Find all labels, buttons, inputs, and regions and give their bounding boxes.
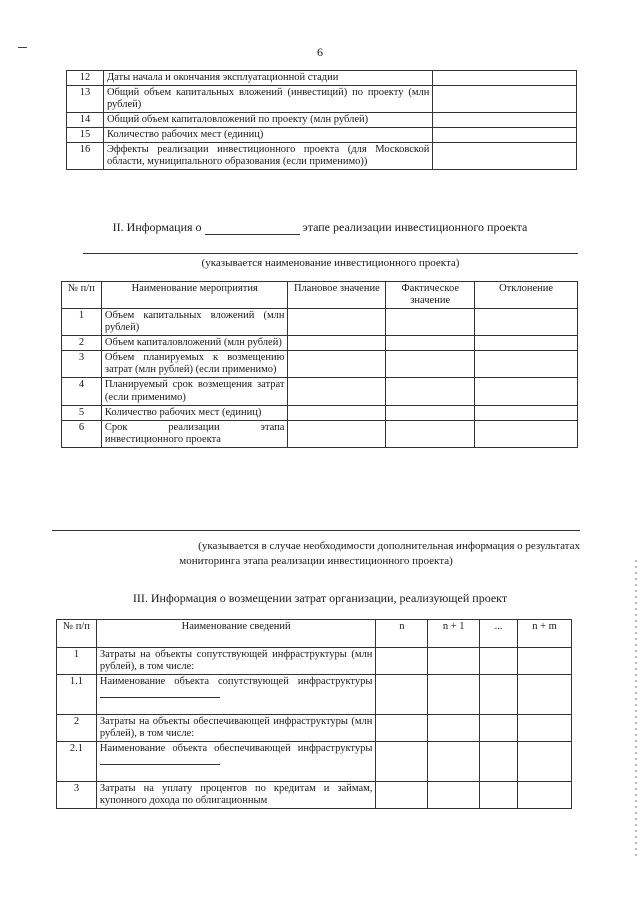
row-number: 16 xyxy=(67,143,104,170)
row-number: 1 xyxy=(57,648,97,675)
row-text: Наименование объекта сопутствующей инфраструктуры xyxy=(99,676,373,688)
stage-name-blank xyxy=(205,224,300,235)
row-text: Срок реализации этапа инвестиционного проекта xyxy=(101,420,288,447)
row-text: Количество рабочих мест (единиц) xyxy=(103,128,432,143)
row-number: 2 xyxy=(57,715,97,742)
table-row xyxy=(62,351,578,378)
col-header-number: № п/п xyxy=(62,282,102,309)
table-header-row xyxy=(62,282,578,309)
row-number: 3 xyxy=(62,351,102,378)
object-name-blank xyxy=(100,755,220,765)
col-header-fact: Фактическое значение xyxy=(386,282,475,309)
value-cell xyxy=(480,715,518,742)
table-row xyxy=(57,675,572,715)
table-row xyxy=(62,405,578,420)
table-row xyxy=(62,378,578,405)
row-text-cell xyxy=(96,675,376,715)
deviation-cell xyxy=(475,378,578,405)
col-header-deviation: Отклонение xyxy=(475,282,578,309)
plan-cell xyxy=(288,420,386,447)
plan-cell xyxy=(288,309,386,336)
table-row xyxy=(67,86,577,113)
section-2-title xyxy=(0,220,640,235)
value-cell xyxy=(480,742,518,782)
value-cell xyxy=(480,648,518,675)
section-3-title: III. Информация о возмещении затрат организации, реализующей проект xyxy=(132,591,508,605)
row-text: Эффекты реализации инвестиционного проекта (для Московской области, муниципального образования (если применимо)) xyxy=(103,143,432,170)
value-cell xyxy=(433,128,577,143)
row-text: Даты начала и окончания эксплуатационной стадии xyxy=(103,71,432,86)
row-number: 1 xyxy=(62,309,102,336)
row-text: Общий объем капиталовложений по проекту (млн рублей) xyxy=(103,113,432,128)
deviation-cell xyxy=(475,351,578,378)
value-cell xyxy=(433,86,577,113)
row-number: 14 xyxy=(67,113,104,128)
project-name-note: (указывается наименование инвестиционного проекта) xyxy=(201,257,460,269)
row-text: Затраты на объекты сопутствующей инфраструктуры (млн рублей), в том числе: xyxy=(96,648,376,675)
value-cell xyxy=(433,71,577,86)
fact-cell xyxy=(386,378,475,405)
table-row xyxy=(67,113,577,128)
additional-info-note-line-1: (указывается в случае необходимости дополнительная информация о результатах xyxy=(198,540,580,552)
scan-edge-artifact xyxy=(635,560,637,860)
table-header-row xyxy=(57,620,572,648)
col-header-name: Наименование сведений xyxy=(96,620,376,648)
row-number: 2 xyxy=(62,336,102,351)
value-cell xyxy=(428,675,480,715)
row-number: 3 xyxy=(57,782,97,809)
row-number: 5 xyxy=(62,405,102,420)
fact-cell xyxy=(386,336,475,351)
additional-info-line xyxy=(52,530,580,531)
value-cell xyxy=(480,782,518,809)
value-cell xyxy=(428,715,480,742)
deviation-cell xyxy=(475,309,578,336)
row-text: Наименование объекта обеспечивающей инфраструктуры xyxy=(99,743,373,755)
row-text: Затраты на объекты обеспечивающей инфраструктуры (млн рублей), в том числе: xyxy=(96,715,376,742)
fact-cell xyxy=(386,420,475,447)
page-number: 6 xyxy=(317,45,323,59)
table-row xyxy=(62,309,578,336)
value-cell xyxy=(518,742,572,782)
col-header-n-plus-m: n + m xyxy=(518,620,572,648)
row-number: 6 xyxy=(62,420,102,447)
fact-cell xyxy=(386,309,475,336)
value-cell xyxy=(433,113,577,128)
row-text: Количество рабочих мест (единиц) xyxy=(101,405,288,420)
project-name-line xyxy=(83,253,578,254)
row-text: Объем капиталовложений (млн рублей) xyxy=(101,336,288,351)
deviation-cell xyxy=(475,405,578,420)
value-cell xyxy=(518,675,572,715)
col-header-n: n xyxy=(376,620,428,648)
value-cell xyxy=(376,675,428,715)
table-row xyxy=(67,128,577,143)
row-number: 4 xyxy=(62,378,102,405)
plan-cell xyxy=(288,405,386,420)
row-number: 15 xyxy=(67,128,104,143)
additional-info-note-line-2: мониторинга этапа реализации инвестиционного проекта) xyxy=(179,555,453,567)
object-name-blank xyxy=(100,688,220,698)
fact-cell xyxy=(386,351,475,378)
row-text: Объем капитальных вложений (млн рублей) xyxy=(101,309,288,336)
section-2-title-prefix: II. Информация о xyxy=(112,220,202,234)
value-cell xyxy=(376,742,428,782)
value-cell xyxy=(376,715,428,742)
stage-table xyxy=(61,281,578,448)
row-text-cell xyxy=(96,742,376,782)
col-header-number: № п/п xyxy=(57,620,97,648)
value-cell xyxy=(428,742,480,782)
table-row xyxy=(67,71,577,86)
deviation-cell xyxy=(475,336,578,351)
row-text: Объем планируемых к возмещению затрат (млн рублей) (если применимо) xyxy=(101,351,288,378)
table-row xyxy=(57,782,572,809)
plan-cell xyxy=(288,378,386,405)
row-text: Общий объем капитальных вложений (инвестиций) по проекту (млн рублей) xyxy=(103,86,432,113)
value-cell xyxy=(428,648,480,675)
table-row xyxy=(57,715,572,742)
table-row xyxy=(57,648,572,675)
row-text: Планируемый срок возмещения затрат (если применимо) xyxy=(101,378,288,405)
col-header-name: Наименование мероприятия xyxy=(101,282,288,309)
value-cell xyxy=(518,782,572,809)
section-2-title-suffix: этапе реализации инвестиционного проекта xyxy=(302,220,528,234)
table-row xyxy=(62,336,578,351)
row-number: 12 xyxy=(67,71,104,86)
row-number: 1.1 xyxy=(57,675,97,715)
col-header-n-plus-1: n + 1 xyxy=(428,620,480,648)
value-cell xyxy=(518,648,572,675)
table-row xyxy=(67,143,577,170)
table-row xyxy=(62,420,578,447)
value-cell xyxy=(428,782,480,809)
value-cell xyxy=(376,648,428,675)
plan-cell xyxy=(288,351,386,378)
value-cell xyxy=(480,675,518,715)
row-number: 13 xyxy=(67,86,104,113)
row-number: 2.1 xyxy=(57,742,97,782)
row-text: Затраты на уплату процентов по кредитам и займам, купонного дохода по облигационным xyxy=(96,782,376,809)
project-info-table xyxy=(66,70,577,170)
plan-cell xyxy=(288,336,386,351)
fact-cell xyxy=(386,405,475,420)
col-header-ellipsis: ... xyxy=(480,620,518,648)
value-cell xyxy=(433,143,577,170)
deviation-cell xyxy=(475,420,578,447)
value-cell xyxy=(376,782,428,809)
table-row xyxy=(57,742,572,782)
cost-reimbursement-table xyxy=(56,619,572,809)
value-cell xyxy=(518,715,572,742)
col-header-plan: Плановое значение xyxy=(288,282,386,309)
